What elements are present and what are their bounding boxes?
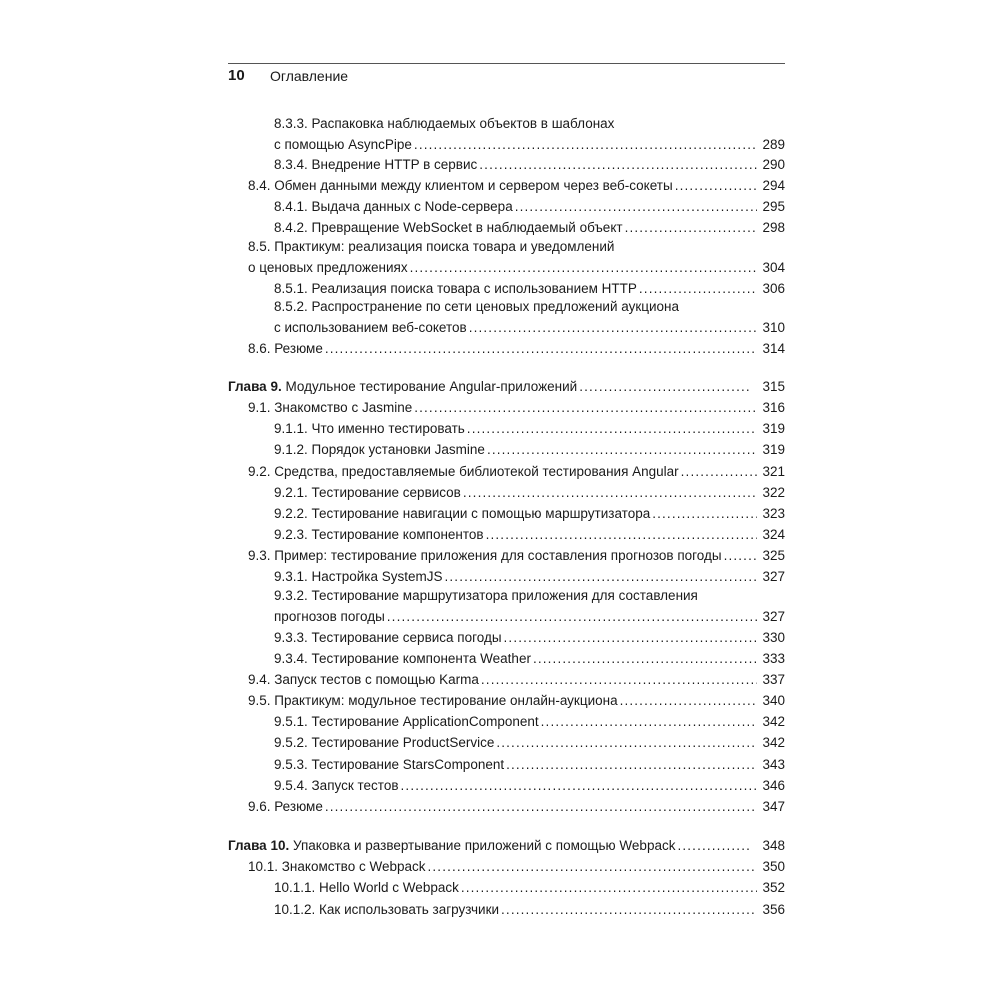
toc-entry-page: 348 [762, 838, 785, 853]
toc-entry [248, 397, 785, 418]
toc-entry-label: 9.2.3. Тестирование компонентов [274, 527, 484, 542]
dot-leader [579, 376, 751, 397]
dot-leader [675, 175, 757, 196]
running-head: Оглавление [270, 68, 349, 84]
dot-leader [481, 669, 757, 690]
toc-entry-page: 324 [762, 527, 785, 542]
toc-entry-page: 340 [762, 693, 785, 708]
toc-entry-label: 9.4. Запуск тестов с помощью Karma [248, 672, 479, 687]
chapter-prefix: Глава 10. [228, 838, 290, 853]
dot-leader [487, 439, 757, 460]
dot-leader [463, 482, 757, 503]
dot-leader [467, 418, 757, 439]
toc-entry [248, 796, 785, 817]
toc-entry-page: 314 [762, 341, 785, 356]
dot-leader [677, 835, 751, 856]
toc-entry-label: 10.1.2. Как использовать загрузчики [274, 902, 500, 917]
toc-entry-page: 294 [762, 178, 785, 193]
toc-entry-page: 327 [762, 569, 785, 584]
toc-entry-page: 347 [762, 799, 785, 814]
toc-entry [274, 299, 785, 338]
dot-leader [506, 754, 757, 775]
toc-entry-page: 327 [762, 609, 785, 624]
toc-entry-label: 9.2.1. Тестирование сервисов [274, 485, 461, 500]
dot-leader [427, 856, 757, 877]
toc-entry-page: 315 [762, 379, 785, 394]
toc-entry [274, 627, 785, 648]
toc-entry [274, 482, 785, 503]
toc-entry-label: 9.3.2. Тестирование маршрутизатора приложения для составления [274, 588, 698, 603]
dot-leader [652, 503, 757, 524]
toc-entry-label: 8.3.3. Распаковка наблюдаемых объектов в шаблонах [274, 116, 615, 131]
toc-entry-label-cont: прогнозов погоды [274, 609, 385, 624]
toc-entry-label: 8.6. Резюме [248, 341, 323, 356]
toc-entry-label: 9.1. Знакомство с Jasmine [248, 400, 413, 415]
toc-entry [248, 239, 785, 278]
toc-entry [274, 116, 785, 155]
dot-leader [541, 711, 757, 732]
dot-leader [387, 606, 757, 627]
dot-leader [501, 899, 757, 920]
toc-entry [274, 566, 785, 587]
dot-leader [469, 317, 757, 338]
toc-entry-page: 356 [762, 902, 785, 917]
dot-leader [724, 545, 757, 566]
toc-entry [248, 461, 785, 482]
toc-entry [274, 648, 785, 669]
toc-entry-page: 319 [762, 421, 785, 436]
toc-entry-page: 343 [762, 757, 785, 772]
toc-entry-label: 8.5.2. Распространение по сети ценовых предложений аукциона [274, 299, 679, 314]
toc-entry-page: 290 [762, 157, 785, 172]
toc-entry [274, 154, 785, 175]
toc-entry-label: 9.3. Пример: тестирование приложения для составления прогнозов погоды [248, 548, 722, 563]
toc-entry-label: 9.2.2. Тестирование навигации с помощью маршрутизатора [274, 506, 651, 521]
dot-leader [445, 566, 758, 587]
dot-leader [461, 877, 757, 898]
toc-entry-page: 342 [762, 735, 785, 750]
toc-entry-page: 342 [762, 714, 785, 729]
toc-entry-label: 9.1.1. Что именно тестировать [274, 421, 465, 436]
toc-entry [274, 711, 785, 732]
toc-entry-page: 316 [762, 400, 785, 415]
toc-entry [248, 338, 785, 359]
toc-entry [248, 856, 785, 877]
toc-entry [274, 217, 785, 238]
toc-entry-label: 8.5. Практикум: реализация поиска товара и уведомлений [248, 239, 615, 254]
dot-leader [325, 338, 757, 359]
toc-entry-page: 325 [762, 548, 785, 563]
toc-entry-label: 9.5.1. Тестирование ApplicationComponent [274, 714, 539, 729]
toc-entry-label: 8.4. Обмен данными между клиентом и сервером через веб-сокеты [248, 178, 673, 193]
toc-entry-page: 322 [762, 485, 785, 500]
toc-entry-page: 295 [762, 199, 785, 214]
toc-entry-label: 9.1.2. Порядок установки Jasmine [274, 442, 485, 457]
toc-entry-label: 9.5.2. Тестирование ProductService [274, 735, 495, 750]
toc-entry [274, 899, 785, 920]
toc-entry-label: 9.5.4. Запуск тестов [274, 778, 399, 793]
toc-entry-label: Модульное тестирование Angular-приложений [285, 379, 578, 394]
toc-entry-label: 8.3.4. Внедрение HTTP в сервис [274, 157, 478, 172]
toc-entry [248, 690, 785, 711]
dot-leader [410, 257, 757, 278]
toc-entry-page: 289 [762, 137, 785, 152]
dot-leader [486, 524, 757, 545]
dot-leader [625, 217, 757, 238]
page-number: 10 [228, 67, 245, 84]
toc-entry-page: 352 [762, 880, 785, 895]
toc-entry-label: 8.4.2. Превращение WebSocket в наблюдаемый объект [274, 220, 623, 235]
dot-leader [401, 775, 757, 796]
dot-leader [414, 134, 757, 155]
toc-entry-label: 9.6. Резюме [248, 799, 323, 814]
toc-chapter-entry [228, 835, 785, 856]
toc-entry-label: 8.4.1. Выдача данных с Node-сервера [274, 199, 513, 214]
toc-entry-page: 298 [762, 220, 785, 235]
toc-entry [274, 524, 785, 545]
toc-entry-page: 337 [762, 672, 785, 687]
toc-entry-page: 310 [762, 320, 785, 335]
toc-entry-label: 9.3.3. Тестирование сервиса погоды [274, 630, 502, 645]
dot-leader [414, 397, 757, 418]
toc-entry-label: 8.5.1. Реализация поиска товара с использованием HTTP [274, 281, 637, 296]
toc-entry [274, 754, 785, 775]
toc-entry [248, 175, 785, 196]
toc-entry [274, 418, 785, 439]
toc-entry-page: 346 [762, 778, 785, 793]
dot-leader [325, 796, 757, 817]
toc-entry [274, 732, 785, 753]
toc-entry [274, 588, 785, 627]
toc-entry [274, 775, 785, 796]
toc-entry [248, 545, 785, 566]
toc-entry [274, 877, 785, 898]
toc-entry [248, 669, 785, 690]
dot-leader [496, 732, 757, 753]
toc-chapter-entry [228, 376, 785, 397]
toc-entry-page: 323 [762, 506, 785, 521]
toc-entry-page: 330 [762, 630, 785, 645]
dot-leader [681, 461, 757, 482]
toc-entry [274, 503, 785, 524]
toc-entry-label-cont: с помощью AsyncPipe [274, 137, 412, 152]
toc-entry-label: 10.1. Знакомство с Webpack [248, 859, 426, 874]
dot-leader [504, 627, 757, 648]
toc-entry-label: 10.1.1. Hello World с Webpack [274, 880, 459, 895]
toc-entry [274, 196, 785, 217]
toc-entry-label: Упаковка и развертывание приложений с помощью Webpack [292, 838, 676, 853]
toc-entry-label-cont: с использованием веб-сокетов [274, 320, 467, 335]
toc-entry-label: 9.5. Практикум: модульное тестирование онлайн-аукциона [248, 693, 618, 708]
dot-leader [620, 690, 757, 711]
dot-leader [479, 154, 757, 175]
toc-entry-label: 9.3.4. Тестирование компонента Weather [274, 651, 531, 666]
toc-entry-page: 350 [762, 859, 785, 874]
toc-entry-label-cont: о ценовых предложениях [248, 260, 408, 275]
toc-entry [274, 439, 785, 460]
dot-leader [515, 196, 757, 217]
toc-entry-label: 9.2. Средства, предоставляемые библиотекой тестирования Angular [248, 464, 679, 479]
chapter-prefix: Глава 9. [228, 379, 282, 394]
toc-entry-label: 9.3.1. Настройка SystemJS [274, 569, 443, 584]
toc-entry-page: 319 [762, 442, 785, 457]
toc-entry-label: 9.5.3. Тестирование StarsComponent [274, 757, 505, 772]
toc-entry-page: 306 [762, 281, 785, 296]
toc-entry-page: 304 [762, 260, 785, 275]
toc-entry-page: 333 [762, 651, 785, 666]
dot-leader [533, 648, 757, 669]
toc-entry-page: 321 [762, 464, 785, 479]
